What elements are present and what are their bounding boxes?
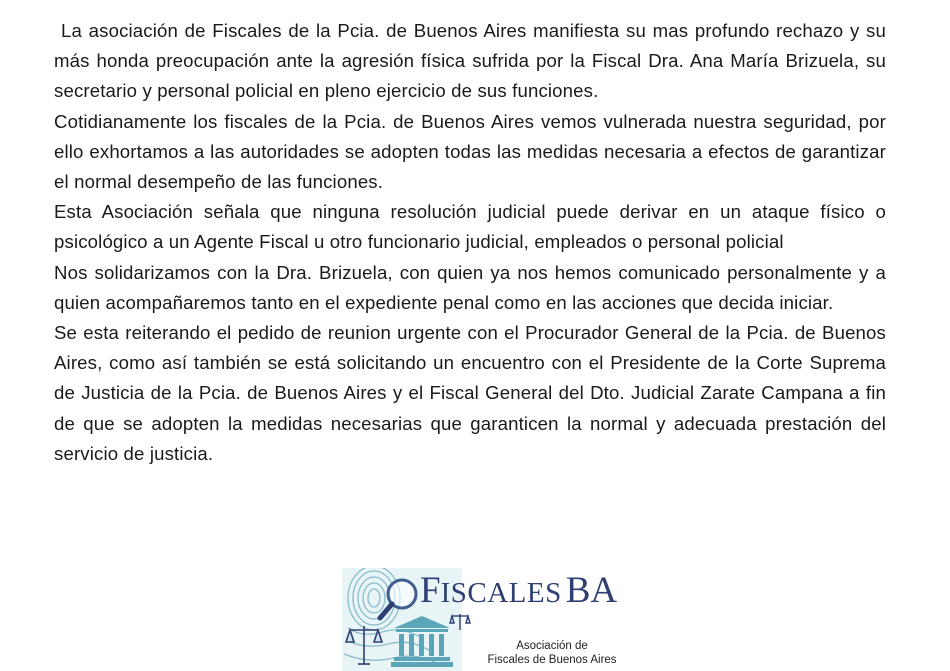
logo-subtitle bbox=[482, 640, 622, 667]
logo-wordmark bbox=[420, 572, 617, 609]
paragraph-1: La asociación de Fiscales de la Pcia. de Buenos Aires manifiesta su mas profundo rechazo y su más honda preocupación ante la agresión física sufrida por la Fiscal Dra. Ana María Brizuela, su secretario y personal policial en pleno ejercicio de sus funciones. bbox=[54, 20, 886, 102]
fiscales-ba-logo bbox=[342, 568, 626, 671]
logo-word-initial: F bbox=[420, 570, 441, 611]
logo-subtitle-line1: Asociación de bbox=[516, 640, 588, 652]
logo-word-ba: BA bbox=[565, 570, 618, 611]
paragraph-3: Esta Asociación señala que ninguna resolución judicial puede derivar en un ataque físico o psicológico a un Agente Fiscal u otro funcionario judicial, empleados o personal policial bbox=[54, 201, 886, 253]
logo-word-rest: ISCALES bbox=[440, 577, 562, 609]
logo-subtitle-line2: Fiscales de Buenos Aires bbox=[487, 653, 617, 666]
paragraph-4: Nos solidarizamos con la Dra. Brizuela, con quien ya nos hemos comunicado personalmente y a quien acompañaremos tanto en el expediente penal como en las acciones que decida iniciar. bbox=[54, 261, 886, 313]
paragraph-5: Se esta reiterando el pedido de reunion urgente con el Procurador General de la Pcia. de Buenos Aires, como así también se está solicitando un encuentro con el Presidente de la Corte Suprema de Justicia de la Pcia. de Buenos Aires y el Fiscal General del Dto. Judicial Zarate Campana a fin de que se adopten la medidas necesarias que garanticen la normal y adecuada prestación del servicio de justicia. bbox=[54, 322, 886, 464]
statement-body bbox=[54, 16, 886, 469]
paragraph-2: Cotidianamente los fiscales de la Pcia. de Buenos Aires vemos vulnerada nuestra seguridad, por ello exhortamos a las autoridades se adopten todas las medidas necesaria a efectos de garantizar el normal desempeño de las funciones. bbox=[54, 110, 886, 193]
